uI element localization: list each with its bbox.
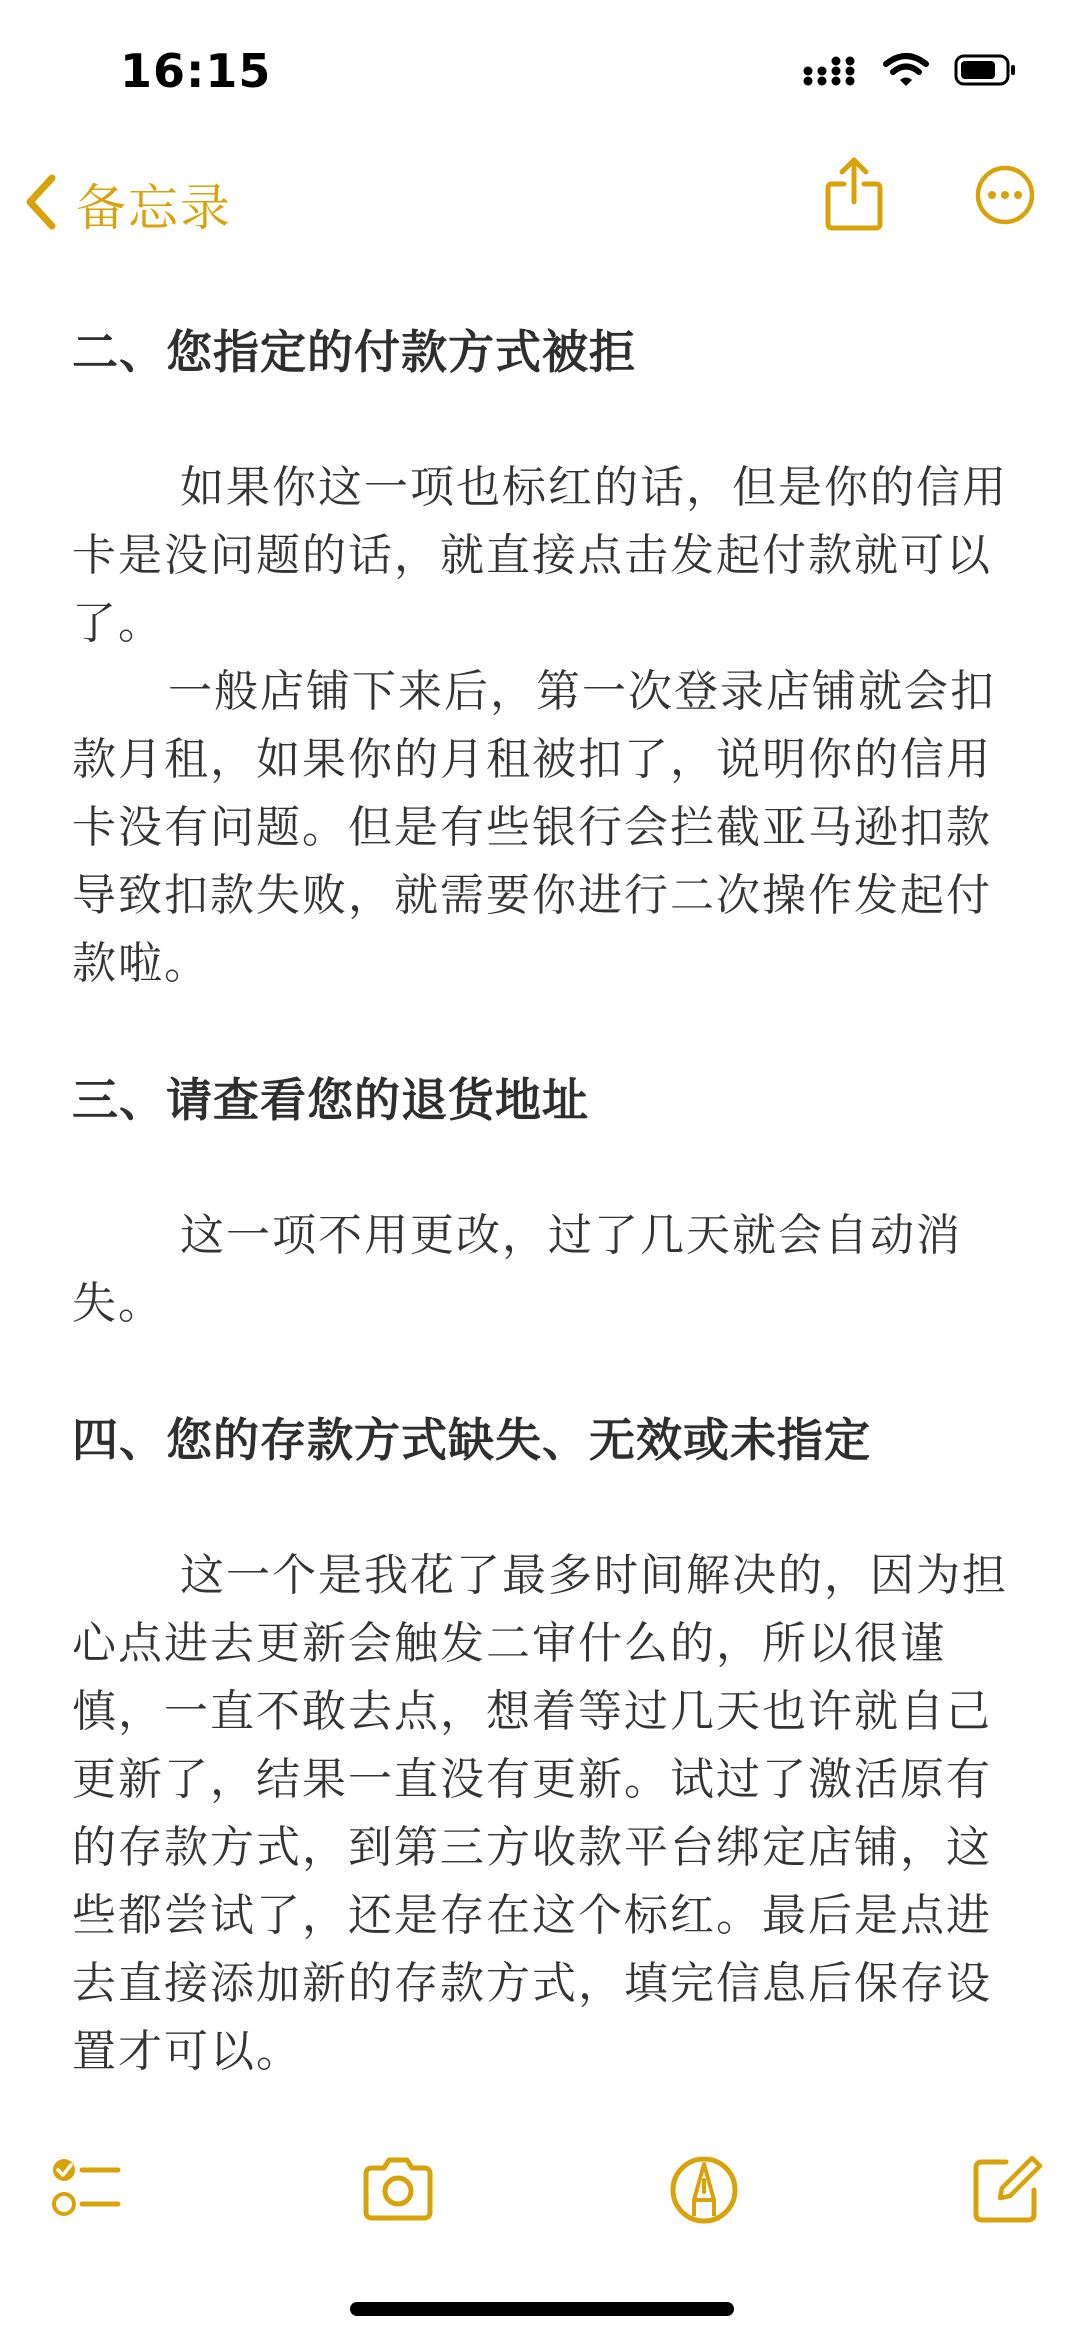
section-heading: 二、您指定的付款方式被拒 [72, 325, 636, 379]
wifi-icon [882, 52, 930, 92]
checklist-button[interactable] [48, 2150, 128, 2230]
status-bar [0, 0, 1080, 150]
compose-button[interactable] [966, 2150, 1046, 2230]
section-heading: 四、您的存款方式缺失、无效或未指定 [72, 1413, 871, 1467]
camera-button[interactable] [358, 2150, 438, 2230]
home-indicator[interactable] [350, 2302, 734, 2316]
more-button[interactable] [974, 164, 1036, 226]
paragraph: 这一个是我花了最多时间解决的，因为担心点进去更新会触发二审什么的，所以很谨慎，一直不敢去点，想着等过几天也许就自己更新了，结果一直没有更新。试过了激活原有的存款方式，到第三方收款平台绑定店铺，这些都尝试了，还是存在这个标红。最后是点进去直接添加新的存款方式，填完信息后保存设置才可以。 [72, 1550, 1008, 2077]
markup-pen-icon [664, 2215, 744, 2234]
bottom-toolbar [0, 2150, 1080, 2250]
more-icon [974, 211, 1036, 230]
note-body[interactable] [72, 318, 1012, 2086]
back-label: 备忘录 [76, 179, 232, 237]
section-heading: 三、请查看您的退货地址 [72, 1073, 589, 1127]
back-button[interactable] [22, 168, 232, 240]
paragraph: 如果你这一项也标红的话，但是你的信用卡是没问题的话，就直接点击发起付款就可以了。 [72, 462, 1008, 649]
paragraph: 一般店铺下来后，第一次登录店铺就会扣款月租，如果你的月租被扣了，说明你的信用卡没有问题。但是有些银行会拦截亚马逊扣款导致扣款失败，就需要你进行二次操作发起付款啦。 [72, 666, 996, 989]
paragraph: 这一项不用更改，过了几天就会自动消失。 [72, 1210, 962, 1329]
cellular-signal-icon [802, 53, 858, 91]
share-button[interactable] [822, 154, 886, 234]
nav-bar [0, 150, 1080, 280]
camera-icon [358, 2215, 438, 2234]
status-time: 16:15 [120, 44, 272, 98]
battery-icon [954, 54, 1016, 90]
checklist-icon [48, 2215, 128, 2234]
status-icons [802, 52, 1016, 92]
markup-button[interactable] [664, 2150, 744, 2230]
compose-icon [966, 2215, 1046, 2234]
chevron-left-icon [22, 172, 58, 236]
share-icon [822, 219, 886, 238]
